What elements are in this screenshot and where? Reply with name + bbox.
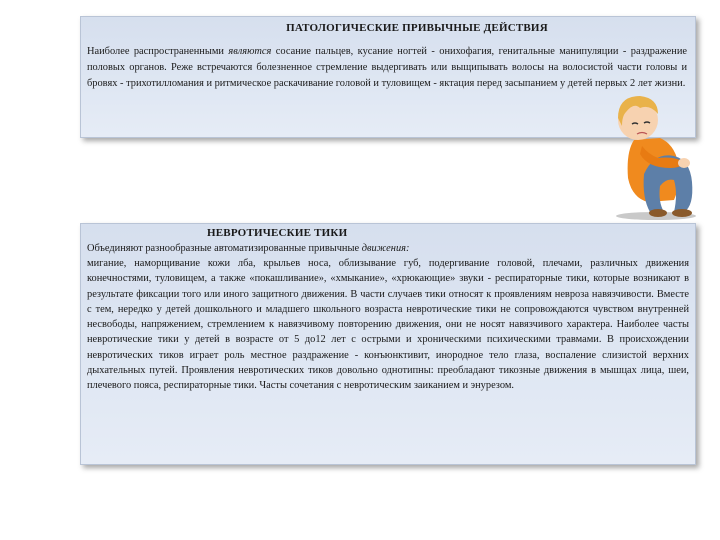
lead-plain: Объединяют разнообразные автоматизированные привычные xyxy=(87,243,362,254)
section-body: мигание, наморщивание кожи лба, крыльев носа, облизывание губ, подергивание головой, плечами, различных движения конечностями, туловищем, а также «покашливание», «хмыкание», «хрюкающие» звуки - респираторные тики, которые возникают в результате фиксации того или иного защитного движения. В части случаев тики относят к проявлениям невроза навязчивости. Вместе с тем, нередко у детей дошкольного и младшего школьного возраста невротические тики не сопровождаются чувством внутренней несвободы, напряжением, стремлением к навязчивому повторению движения, они не носят навязчивого характера. Наиболее часты невротические тики у детей в возрасте от 5 до12 лет с острыми и хроническими психическими травмами. В происхождении невротических тиков играет роль местное раздражение - конъюнктивит, инородное тело глаза, воспаление слизистой верхних дыхательных путей. Проявления невротических тиков довольно однотипны: преобладают тикозные движения в мышцах лица, шеи, плечевого пояса, респираторные тики. Часты сочетания с невротическим заиканием и энурезом. xyxy=(87,258,689,392)
lead-text xyxy=(87,241,689,256)
section-text xyxy=(87,44,687,91)
section-title: НЕВРОТИЧЕСКИЕ ТИКИ xyxy=(207,227,348,239)
neurotic-tics-panel xyxy=(80,223,696,465)
sad-child-icon xyxy=(604,82,702,222)
lead-emphasis: движения: xyxy=(361,243,410,254)
text-emphasis: являются xyxy=(228,46,272,57)
section-title: ПАТОЛОГИЧЕСКИЕ ПРИВЫЧНЫЕ ДЕЙСТВИЯ xyxy=(286,22,548,34)
text-after: сосание пальцев, кусание ногтей - онихофагия, генитальные манипуляции - раздражение половых органов. Реже встречаются болезненное стремление выдергивать или выщипывать волосы на волосистой части головы и бровях - трихотилломания и ритмическое раскачивание головой и туловищем - яктация перед засыпанием у детей первых 2 лет жизни. xyxy=(87,46,687,89)
text-before: Наиболее распространенными xyxy=(87,46,229,57)
